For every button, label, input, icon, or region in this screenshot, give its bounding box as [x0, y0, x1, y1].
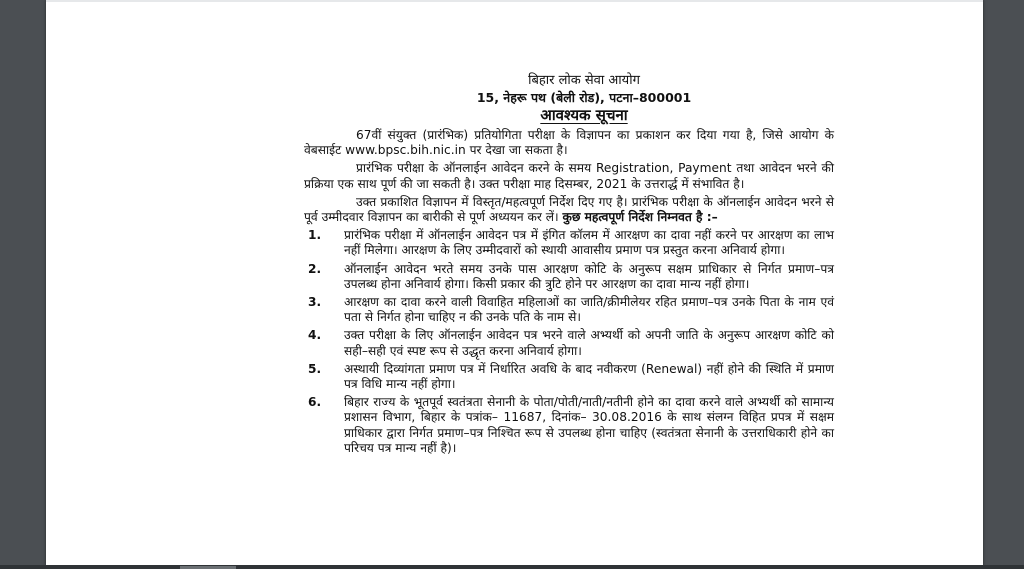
instruction-text: अस्थायी दिव्यांगता प्रमाण पत्र में निर्धारित अवधि के बाद नवीकरण (Renewal) नहीं होने की स्थिति में प्रमाण पत्र विधि मान्य नहीं होगा।	[344, 361, 834, 392]
page-top-edge	[46, 0, 983, 2]
notice-title: आवश्यक सूचना	[540, 106, 628, 124]
instruction-item	[304, 262, 834, 292]
instruction-number: 6.	[308, 395, 322, 410]
instruction-text: आरक्षण का दावा करने वाली विवाहित महिलाओं का जाति/क्रीमीलेयर रहित प्रमाण–पत्र उनके पिता के नाम एवं पता से निर्गत होना चाहिए न की उनके पति के नाम से।	[344, 295, 834, 325]
instruction-item	[304, 395, 834, 456]
paragraph-instructions-intro	[304, 195, 834, 225]
paragraph-text: उक्त प्रकाशित विज्ञापन में विस्तृत/महत्वपूर्ण निर्देश दिए गए है। प्रारंभिक परीक्षा के ऑनलाईन आवेदन भरने से पूर्व उम्मीदवार विज्ञापन का बारीकी से पूर्ण अध्ययन कर लें।	[304, 194, 834, 225]
instruction-number: 1.	[308, 228, 322, 243]
notice-content	[304, 72, 834, 456]
instruction-number: 3.	[308, 295, 322, 310]
instruction-number: 5.	[308, 361, 322, 376]
horizontal-scrollbar-track[interactable]	[0, 565, 1024, 569]
instructions-list	[304, 228, 834, 456]
paragraph-text: 67वीं संयुक्त (प्रारंभिक) प्रतियोगिता परीक्षा के विज्ञापन का प्रकाशन कर दिया गया है, जिसे आयोग के वेबसाईट www.bpsc.bih.nic.in पर देखा जा सकता है।	[304, 128, 834, 158]
instruction-item	[304, 295, 834, 325]
instruction-number: 4.	[308, 328, 322, 343]
paragraph-advertisement	[304, 128, 834, 158]
paragraph-registration	[304, 161, 834, 191]
instruction-text: उक्त परीक्षा के लिए ऑनलाईन आवेदन पत्र भरने वाले अभ्यर्थी को अपनी जाति के अनुरूप आरक्षण कोटि को सही–सही एवं स्पष्ट रूप से उद्धृत करना अनिवार्य होगा।	[344, 328, 834, 358]
instruction-number: 2.	[308, 261, 322, 276]
instruction-text: प्रारंभिक परीक्षा में ऑनलाईन आवेदन पत्र में इंगित कॉलम में आरक्षण का दावा नहीं करने पर आरक्षण का लाभ नहीं मिलेगा। आरक्षण के लिए उम्मीदवारों को स्थायी आवासीय प्रमाण पत्र प्रस्तुत करना अनिवार्य होगा।	[344, 228, 834, 258]
instruction-item	[304, 328, 834, 358]
instruction-text: ऑनलाईन आवेदन भरते समय उनके पास आरक्षण कोटि के अनुरूप सक्षम प्राधिकार से निर्गत प्रमाण–पत्र उपलब्ध होना अनिवार्य होगा। किसी प्रकार की त्रुटि होने पर आरक्षण का दावा मान्य नहीं होगा।	[344, 261, 834, 291]
instruction-item	[304, 228, 834, 258]
instructions-heading: कुछ महत्वपूर्ण निर्देश निम्नवत है :–	[562, 210, 718, 225]
instruction-text: बिहार राज्य के भूतपूर्व स्वतंत्रता सेनानी के पोता/पोती/नाती/नतीनी होने का दावा करने वाले अभ्यर्थी को सामान्य प्रशासन विभाग, बिहार के पत्रांक– 11687, दिनांक– 30.08.2016 के साथ संलग्न विहित प्रपत्र में सक्षम प्राधिकार द्वारा निर्गत प्रमाण–पत्र निश्चित रूप से उपलब्ध होना चाहिए (स्वतंत्रता सेनानी के उत्तराधिकारी होने का परिचय पत्र मान्य नहीं है)।	[344, 395, 834, 455]
document-page	[46, 0, 983, 566]
instruction-item	[304, 362, 834, 392]
organization-name: बिहार लोक सेवा आयोग	[528, 73, 640, 88]
paragraph-text: प्रारंभिक परीक्षा के ऑनलाईन आवेदन करने के समय Registration, Payment तथा आवेदन भरने की प्रक्रिया एक साथ पूर्ण की जा सकती है। उक्त परीक्षा माह दिसम्बर, 2021 के उत्तरार्द्ध में संभावित है।	[304, 161, 834, 191]
organization-address: 15, नेहरू पथ (बेली रोड), पटना–800001	[476, 90, 692, 105]
notice-header	[334, 72, 834, 125]
